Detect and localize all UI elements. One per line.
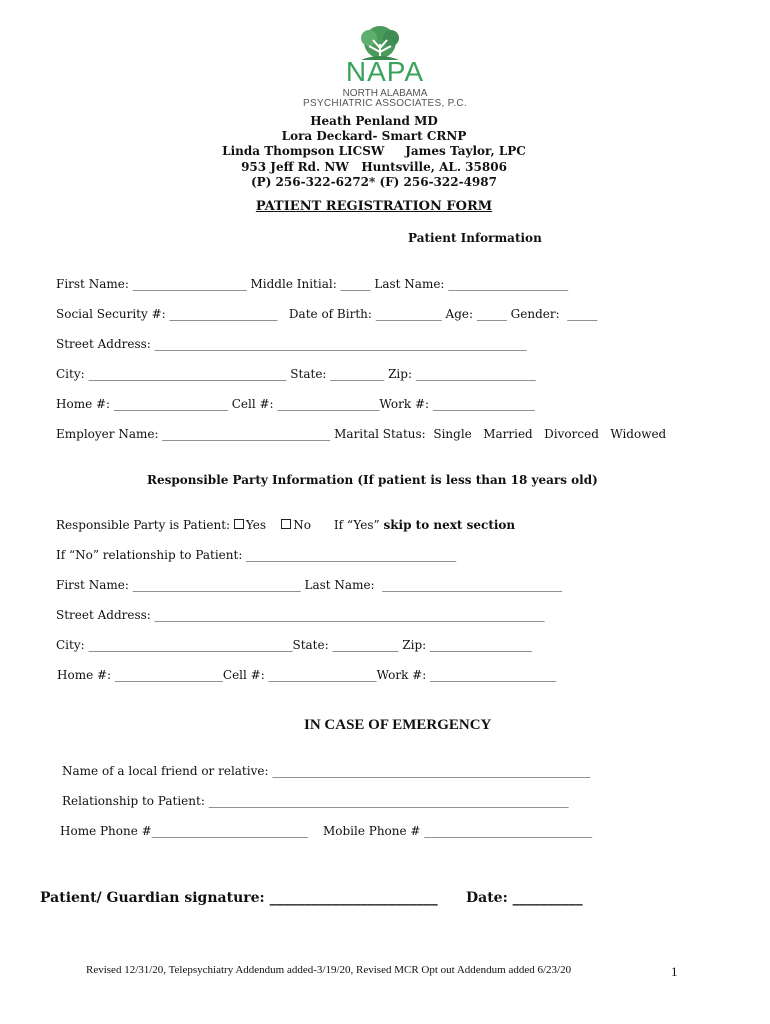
signature-field[interactable]: Patient/ Guardian signature: ________________________: [40, 890, 438, 906]
skip-note: skip to next section: [383, 518, 516, 532]
logo-line-2: PSYCHIATRIC ASSOCIATES, P.C.: [303, 98, 467, 109]
responsible-city-row[interactable]: City: __________________________________State: ___________ Zip: _________________: [56, 638, 532, 652]
patient-city-row[interactable]: City: _________________________________ State: _________ Zip: ____________________: [56, 367, 536, 381]
emergency-title: IN CASE OF EMERGENCY: [304, 717, 492, 733]
patient-name-row[interactable]: First Name: ___________________ Middle Initial: _____ Last Name: ____________________: [56, 277, 569, 291]
responsible-section-title: Responsible Party Information (If patient is less than 18 years old): [147, 473, 598, 487]
header-line-3: Linda Thompson LICSW James Taylor, LPC: [222, 144, 526, 158]
header-line-2: Lora Deckard- Smart CRNP: [281, 129, 467, 143]
patient-phone-row[interactable]: Home #: ___________________ Cell #: _________________Work #: _________________: [56, 397, 535, 411]
emergency-relationship-row[interactable]: Relationship to Patient: ____________________________________________________________: [62, 794, 569, 808]
responsible-phone-row[interactable]: Home #: __________________Cell #: __________________Work #: _____________________: [57, 668, 557, 682]
no-label: No: [293, 518, 312, 532]
header-line-5: (P) 256-322-6272* (F) 256-322-4987: [251, 175, 497, 189]
logo-name: NAPA: [345, 56, 425, 87]
emergency-contact-row[interactable]: Name of a local friend or relative: _____________________________________________________: [62, 764, 591, 778]
patient-address-row[interactable]: Street Address: ______________________________________________________________: [56, 337, 527, 351]
page-number: 1: [671, 964, 678, 979]
if-yes-label: If “Yes”: [333, 518, 384, 532]
patient-ssn-row[interactable]: Social Security #: __________________ Date of Birth: ___________ Age: _____ Gender: _____: [56, 307, 598, 321]
logo-line-1: NORTH ALABAMA: [342, 88, 428, 99]
revision-footer: Revised 12/31/20, Telepsychiatry Addendum added-3/19/20, Revised MCR Opt out Addendum added 6/23/20: [86, 964, 572, 976]
emergency-phone-row[interactable]: Home Phone #__________________________ Mobile Phone # ____________________________: [60, 824, 593, 838]
patient-section-title: Patient Information: [408, 231, 542, 245]
responsible-relationship-row[interactable]: If “No” relationship to Patient: ___________________________________: [56, 548, 457, 562]
patient-employer-row[interactable]: Employer Name: ____________________________ Marital Status: Single Married Divorced Widowed: [56, 427, 667, 441]
yes-label: Yes: [245, 518, 267, 532]
responsible-is-patient-row: [56, 518, 515, 532]
responsible-name-row[interactable]: First Name: ____________________________ Last Name: ______________________________: [56, 578, 563, 592]
form-title: PATIENT REGISTRATION FORM: [255, 199, 493, 214]
header-line-4: 953 Jeff Rd. NW Huntsville, AL. 35806: [241, 160, 507, 174]
yes-checkbox[interactable]: [234, 519, 244, 529]
header-line-1: Heath Penland MD: [310, 114, 438, 128]
no-checkbox[interactable]: [281, 519, 291, 529]
responsible-address-row[interactable]: Street Address: _________________________________________________________________: [56, 608, 545, 622]
date-field[interactable]: Date: __________: [466, 890, 583, 906]
responsible-is-patient-label: Responsible Party is Patient:: [56, 518, 234, 532]
